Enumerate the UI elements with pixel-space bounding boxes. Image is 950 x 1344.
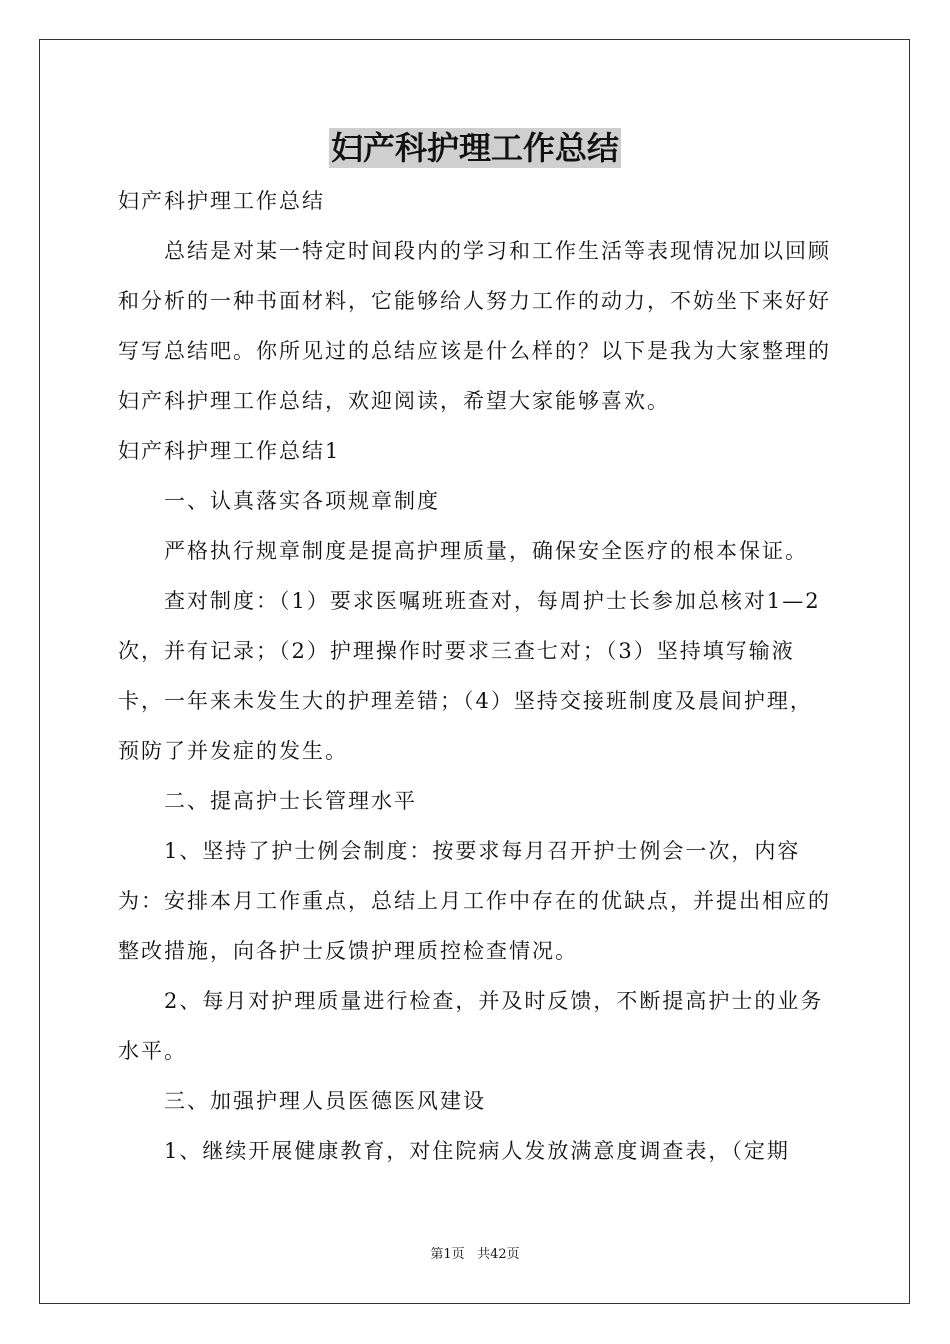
heading-management: 二、提高护士长管理水平	[164, 789, 417, 813]
heading-ethics: 三、加强护理人员医德医风建设	[164, 1089, 486, 1113]
page-footer	[0, 1246, 950, 1264]
paragraph: 1、继续开展健康教育，对住院病人发放满意度调查表，（定期	[164, 1139, 790, 1163]
heading-rules: 一、认真落实各项规章制度	[164, 489, 440, 513]
paragraph: 查对制度：（1）要求医嘱班班查对，每周护士长参加总核对1—2次，并有记录；（2）护理操作时要求三查七对；（3）坚持填写输液卡，一年来未发生大的护理差错；（4）坚持交接班制度及晨间护理，预防了并发症的发生。	[118, 589, 821, 763]
paragraph-subtitle: 妇产科护理工作总结	[118, 189, 325, 213]
page-total: 共42页	[477, 1247, 520, 1262]
paragraph-intro: 总结是对某一特定时间段内的学习和工作生活等表现情况加以回顾和分析的一种书面材料，它能够给人努力工作的动力，不妨坐下来好好写写总结吧。你所见过的总结应该是什么样的？以下是我为大家整理的妇产科护理工作总结，欢迎阅读，希望大家能够喜欢。	[118, 239, 831, 413]
paragraph: 2、每月对护理质量进行检查，并及时反馈，不断提高护士的业务水平。	[118, 989, 824, 1063]
paragraph: 严格执行规章制度是提高护理质量，确保安全医疗的根本保证。	[164, 539, 808, 563]
paragraph: 1、坚持了护士例会制度：按要求每月召开护士例会一次，内容为：安排本月工作重点，总结上月工作中存在的优缺点，并提出相应的整改措施，向各护士反馈护理质控检查情况。	[118, 839, 831, 963]
document-title: 妇产科护理工作总结	[330, 129, 619, 167]
document-body	[118, 176, 834, 1176]
page-number: 第1页	[430, 1247, 465, 1262]
title-area	[0, 128, 950, 168]
section-heading: 妇产科护理工作总结1	[118, 439, 341, 463]
